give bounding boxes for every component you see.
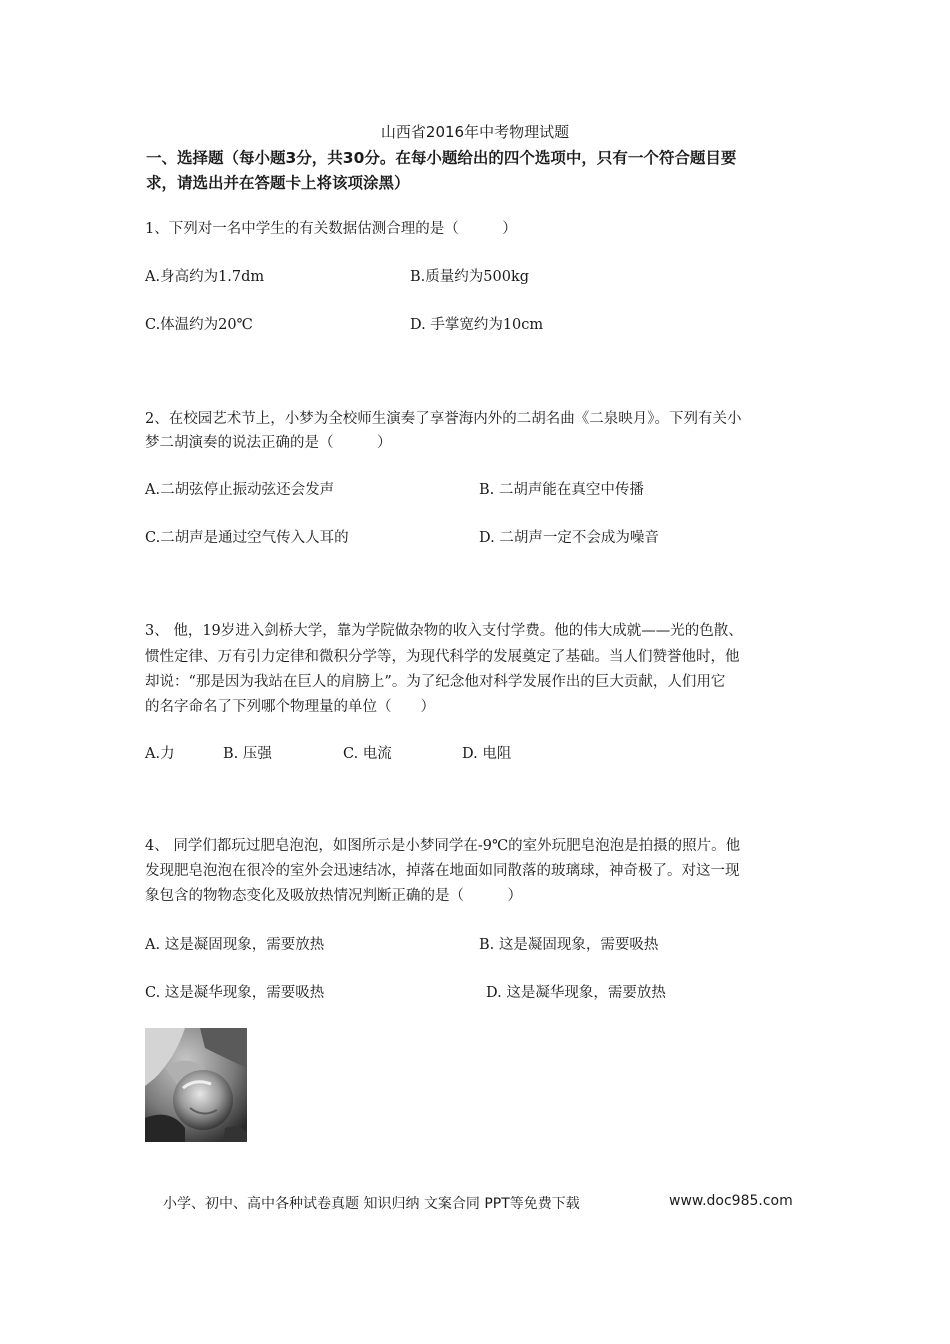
q3-option-a: A.力 (145, 746, 175, 762)
frozen-bubble-image (145, 1028, 247, 1142)
question-4-line-3: 象包含的物物态变化及吸放热情况判断正确的是（ ） (145, 888, 522, 904)
question-4-line-1: 4、 同学们都玩过肥皂泡泡，如图所示是小梦同学在-9℃的室外玩肥皂泡泡是拍摄的照片。他 (145, 838, 741, 854)
q2-option-a: A.二胡弦停止振动弦还会发声 (145, 482, 335, 498)
question-3-line-1: 3、 他，19岁进入剑桥大学，靠为学院做杂物的收入支付学费。他的伟大成就——光的色散、 (145, 623, 743, 639)
q2-option-b: B. 二胡声能在真空中传播 (479, 482, 644, 498)
q1-option-b: B.质量约为500kg (410, 269, 530, 285)
footer-text: 小学、初中、高中各种试卷真题 知识归纳 文案合同 PPT等免费下载 (163, 1196, 580, 1212)
question-3-line-4: 的名字命名了下列哪个物理量的单位（ ） (145, 699, 435, 715)
q3-option-d: D. 电阻 (462, 746, 512, 762)
q1-option-c: C.体温约为20℃ (145, 317, 253, 333)
q4-option-d: D. 这是凝华现象，需要放热 (486, 985, 666, 1001)
q4-option-a: A. 这是凝固现象，需要放热 (145, 937, 325, 953)
q1-option-a: A.身高约为1.7dm (145, 269, 265, 285)
section-heading-line-1: 一、选择题（每小题3分，共30分。在每小题给出的四个选项中，只有一个符合题目要 (146, 149, 737, 167)
q4-option-c: C. 这是凝华现象，需要吸热 (145, 985, 325, 1001)
q3-option-b: B. 压强 (223, 746, 272, 762)
section-heading-line-2: 求，请选出并在答题卡上将该项涂黑） (146, 174, 410, 192)
frozen-bubble-photo (145, 1028, 247, 1142)
question-2-line-2: 梦二胡演奏的说法正确的是（ ） (145, 435, 392, 451)
question-4-line-2: 发现肥皂泡泡在很冷的室外会迅速结冰，掉落在地面如同散落的玻璃球，神奇极了。对这一现 (145, 863, 740, 879)
question-2-line-1: 2、在校园艺术节上，小梦为全校师生演奏了享誉海内外的二胡名曲《二泉映月》。下列有关小 (145, 411, 742, 427)
question-1-text: 1、下列对一名中学生的有关数据估测合理的是（ ） (145, 221, 517, 237)
q3-option-c: C. 电流 (343, 746, 392, 762)
footer-link[interactable]: www.doc985.com (669, 1193, 793, 1209)
page-title: 山西省2016年中考物理试题 (380, 123, 570, 141)
question-3-line-2: 惯性定律、万有引力定律和微积分学等，为现代科学的发展奠定了基础。当人们赞誉他时，他 (145, 649, 740, 665)
q2-option-c: C.二胡声是通过空气传入人耳的 (145, 530, 349, 546)
q2-option-d: D. 二胡声一定不会成为噪音 (479, 530, 659, 546)
question-3-line-3: 却说：“那是因为我站在巨人的肩膀上”。为了纪念他对科学发展作出的巨大贡献，人们用它 (145, 674, 726, 690)
q4-option-b: B. 这是凝固现象，需要吸热 (479, 937, 659, 953)
q1-option-d: D. 手掌宽约为10cm (410, 317, 544, 333)
